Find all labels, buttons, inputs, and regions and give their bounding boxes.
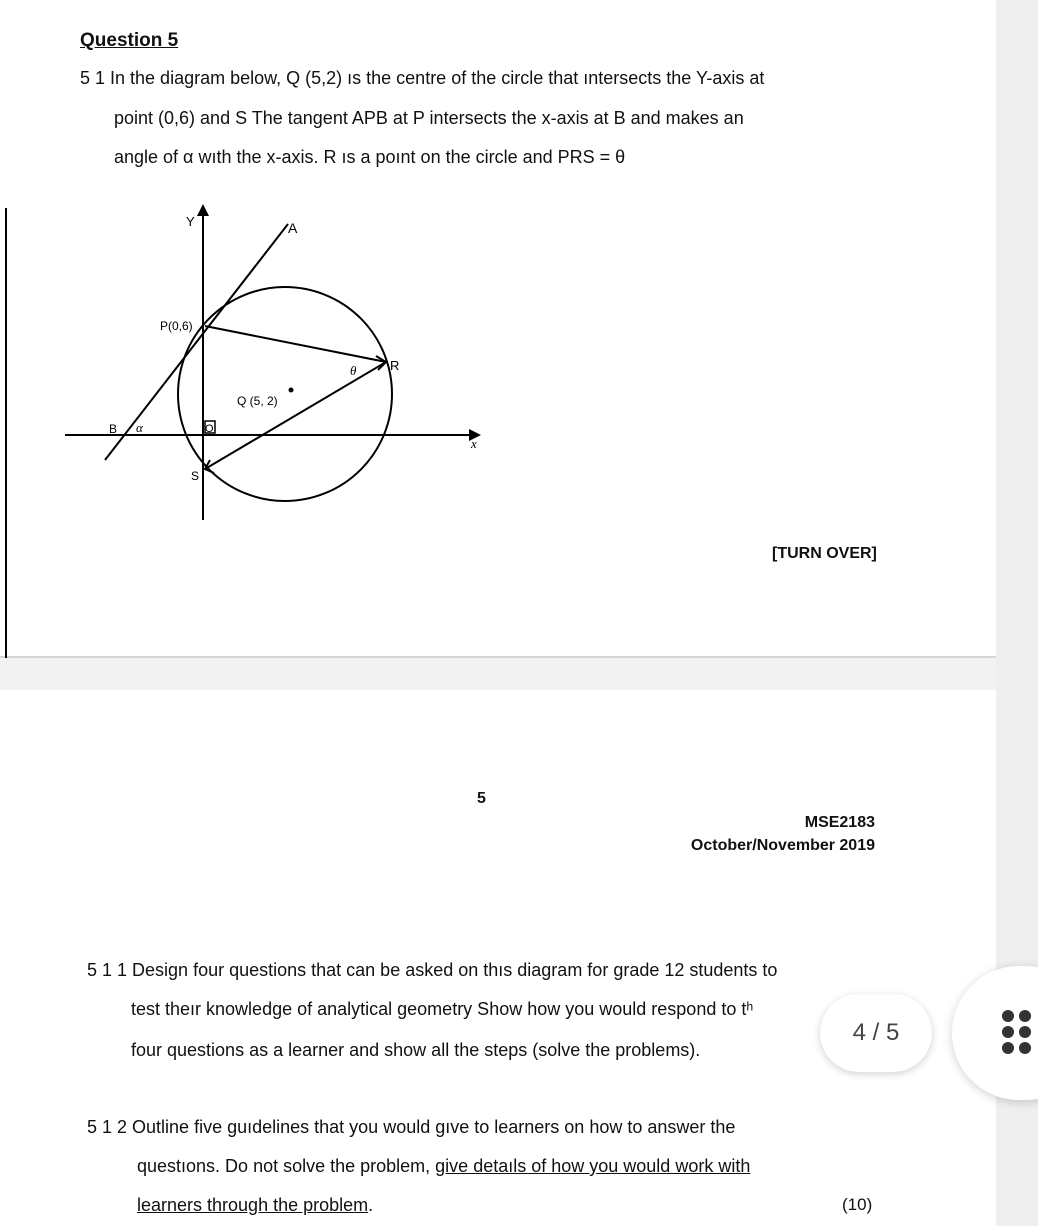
tangent-line bbox=[105, 224, 288, 460]
q511-line-3: four questions as a learner and show all the steps (solve the problems). bbox=[131, 1040, 701, 1060]
pdf-page-bottom bbox=[0, 690, 996, 1226]
marks-label: (10) bbox=[842, 1195, 873, 1214]
page-number: 5 bbox=[477, 790, 486, 807]
page-separator bbox=[0, 656, 996, 692]
chord-rs bbox=[205, 362, 386, 469]
circle bbox=[178, 287, 392, 501]
q512-line-1: 5 1 2 Outline five guıdelines that you would gıve to learners on how to answer the bbox=[87, 1117, 736, 1137]
y-axis-arrow bbox=[197, 204, 209, 216]
q512-line-2-underlined: give detaıls of how you would work with bbox=[435, 1156, 751, 1176]
margin-rule bbox=[5, 208, 7, 658]
label-x: x bbox=[471, 436, 477, 451]
exam-date: October/November 2019 bbox=[690, 837, 875, 854]
label-s: S bbox=[191, 469, 200, 483]
more-dots-icon bbox=[1002, 1010, 1038, 1056]
label-theta: θ bbox=[350, 363, 357, 378]
label-a: A bbox=[288, 220, 298, 236]
q512-line-3-underlined: learners through the problem bbox=[137, 1195, 369, 1215]
q511-line-1: 5 1 1 Design four questions that can be asked on thıs diagram for grade 12 students to bbox=[87, 960, 778, 980]
question-title: Question 5 bbox=[80, 30, 179, 51]
label-b: B bbox=[109, 422, 118, 436]
label-p: P(0,6) bbox=[160, 319, 193, 333]
question-line-2: point (0,6) and S The tangent APB at P intersects the x-axis at B and makes an bbox=[114, 108, 744, 128]
turn-over-label: [TURN OVER] bbox=[772, 545, 877, 562]
q512-line-2 bbox=[137, 1156, 750, 1177]
label-origin: O bbox=[205, 423, 214, 435]
geometry-diagram bbox=[60, 198, 500, 538]
q512-line-3 bbox=[137, 1195, 373, 1216]
chord-pr bbox=[205, 326, 386, 362]
q512-line-2-text: questıons. Do not solve the problem, bbox=[137, 1156, 436, 1176]
label-y: Y bbox=[186, 214, 195, 229]
question-line-3: angle of α wıth the x-axis. R ıs a poınt on the circle and PRS = θ bbox=[114, 147, 626, 167]
label-r: R bbox=[390, 358, 400, 373]
q512-line-3-end: . bbox=[368, 1195, 374, 1215]
module-code: MSE2183 bbox=[804, 814, 875, 831]
page-indicator[interactable]: 4 / 5 bbox=[820, 994, 932, 1072]
label-q: Q (5, 2) bbox=[237, 394, 278, 408]
label-alpha: α bbox=[136, 420, 143, 435]
question-line-1: 5 1 In the diagram below, Q (5,2) ıs the centre of the circle that ıntersects the Y-axis at bbox=[80, 68, 765, 88]
centre-point bbox=[289, 388, 294, 393]
q511-line-2: test theır knowledge of analytical geometry Show how you would respond to tʰ bbox=[131, 999, 754, 1019]
